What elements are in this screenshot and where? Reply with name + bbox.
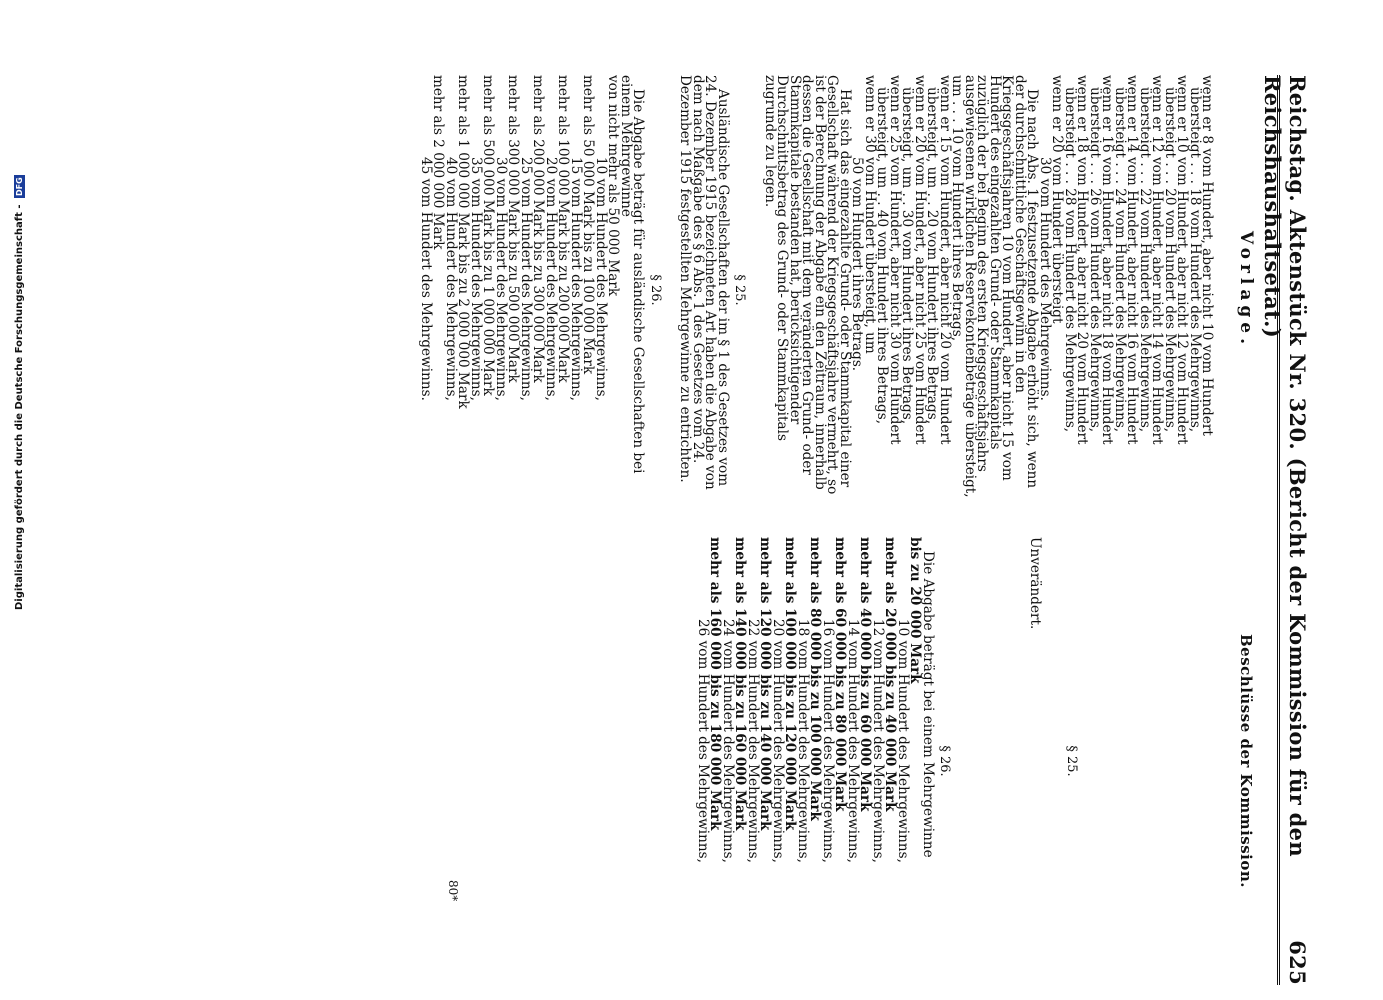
text-line: wenn er 16 vom Hundert, aber nicht 18 vom Hundert <box>1099 75 1116 445</box>
text-line: 26 vom Hundert des Mehrgewinns, <box>695 619 711 863</box>
text-line: übersteigt . . . 28 vom Hundert des Mehrgewinns, <box>1062 87 1078 433</box>
text-line: 18 vom Hundert des Mehrgewinns, <box>795 619 811 863</box>
section-25-right: § 25. <box>1064 745 1080 777</box>
text-line: wenn er 8 vom Hundert, aber nicht 10 vom Hundert <box>1199 75 1216 436</box>
text-line: 15 vom Hundert des Mehrgewinns, <box>568 157 584 401</box>
text-line: bis zu 20 000 Mark <box>907 537 924 684</box>
dfg-logo: DFG <box>15 177 24 196</box>
text-line: von nicht mehr als 50 000 Mark <box>605 75 622 297</box>
lines-a <box>1039 75 1214 505</box>
text-line: 20 vom Hundert des Mehrgewinns, <box>770 619 786 863</box>
text-line: wenn er 12 vom Hundert, aber nicht 14 vom Hundert <box>1149 75 1166 445</box>
paragraph-d: Hat sich das eingezahlte Grund- oder Stammkapital einer Gesellschaft während der Kriegsgeschäftsjahre vermehrt, so ist der Berechnung der Abgabe ein den Zeitraum, innerhalb dessen die Gesellschaft mit dem veränderten Grund- oder Stammkapitale bestanden hat, berücksichtigender Durchschnittsbetrag des Grund- oder Stammkapitals zugrunde zu legen. <box>762 75 853 495</box>
text-line: mehr als 200 000 Mark bis zu 300 000 Mark <box>530 75 547 383</box>
text-line: 10 vom Hundert des Mehrgewinns, <box>895 619 911 863</box>
text-line: wenn er 20 vom Hundert übersteigt <box>1049 75 1066 324</box>
spacer <box>1096 537 1214 985</box>
text-line: 20 vom Hundert des Mehrgewinns, <box>543 157 559 401</box>
text-line: übersteigt, um . . 20 vom Hundert ihres Betrags, <box>924 87 941 425</box>
text-line: 10 vom Hundert des Mehrgewinns, <box>593 157 609 401</box>
text-line: übersteigt . . . 20 vom Hundert des Mehrgewinns, <box>1162 87 1178 433</box>
paragraph-b: Die nach Abs. 1 festzusetzende Abgabe erhöht sich, wenn der durchschnittliche Geschäftsgewinn in den Kriegsgeschäftsjahren 10 vom Hundert, aber nicht 15 vom Hundert des eingezahlten Grund- oder Stammkapitals zuzüglich der bei Beginn des ersten Kriegsgeschäftsjahrs ausgewiesenen wirklichen Reservekontenbeträge übersteigt, um . . . 10 vom Hundert ihres Betrags, <box>949 75 1041 498</box>
footer-page-number: 80* <box>446 880 460 902</box>
text-line: mehr als 100 000 Mark bis zu 200 000 Mark <box>555 75 572 383</box>
text-line: übersteigt, um . . 30 vom Hundert ihres Betrags, <box>899 87 916 425</box>
text-line: 30 vom Hundert des Mehrgewinns. <box>1037 157 1053 401</box>
rates-right <box>697 537 922 985</box>
text-line: 14 vom Hundert des Mehrgewinns, <box>845 619 861 863</box>
text-line: mehr als 60 000 bis zu 80 000 Mark <box>832 537 849 812</box>
text-line: übersteigt, um . . 40 vom Hundert ihres Betrags, <box>874 87 891 425</box>
text-line: mehr als 40 000 bis zu 60 000 Mark <box>857 537 874 812</box>
text-line: wenn er 25 vom Hundert, aber nicht 30 vom Hundert <box>887 75 903 445</box>
text-line: 12 vom Hundert des Mehrgewinns, <box>870 619 886 863</box>
section-26-right: § 26. <box>937 745 953 777</box>
text-line: 22 vom Hundert des Mehrgewinns, <box>745 619 761 863</box>
text-line: 25 vom Hundert des Mehrgewinns, <box>518 157 534 401</box>
text-line: wenn er 18 vom Hundert, aber nicht 20 vom Hundert <box>1074 75 1091 445</box>
section-25-text: Ausländische Gesellschaften der im § 1 des Gesetzes vom 24. Dezember 1915 bezeichneten Art haben die Abgabe von dem nach Maßgabe des § 6 Abs. 1 des Gesetzes vom 24. Dezember 1915 festgestellten Mehrgewinne zu entrichten. <box>677 75 731 490</box>
text-line: mehr als 300 000 Mark bis zu 500 000 Mark <box>505 75 522 383</box>
section-26-intro-right: Die Abgabe beträgt bei einem Mehrgewinne <box>920 551 936 858</box>
section-25-left: § 25. <box>732 274 748 306</box>
lines-c <box>851 75 951 505</box>
text-line: mehr als 100 000 bis zu 120 000 Mark <box>782 537 799 831</box>
spacer <box>969 537 1029 985</box>
text-line: 50 vom Hundert ihres Betrags. <box>849 157 866 372</box>
section-26-intro-left: Die Abgabe beträgt für ausländische Gesellschaften bei einem Mehrgewinne <box>618 75 647 474</box>
text-line: 30 vom Hundert des Mehrgewinns, <box>493 157 509 401</box>
page-header <box>1260 75 1314 985</box>
text-line: 24 vom Hundert des Mehrgewinns, <box>720 619 736 863</box>
text-line: mehr als 1 000 000 Mark bis zu 2 000 000 Mark <box>455 75 472 409</box>
text-line: mehr als 20 000 bis zu 40 000 Mark <box>882 537 899 812</box>
header-title: Reichstag. Aktenstück Nr. 320. (Bericht der Kommission für den Reichshaushaltsetat.) <box>1260 75 1310 857</box>
column-title-right: Beschlüsse der Kommission. <box>1237 634 1255 888</box>
section-26-left: § 26. <box>648 274 663 306</box>
text-line: wenn er 20 vom Hundert, aber nicht 25 vom Hundert <box>912 75 928 445</box>
text-line: mehr als 140 000 bis zu 160 000 Mark <box>732 537 749 831</box>
text-line: übersteigt . . . 24 vom Hundert des Mehrgewinns, <box>1112 87 1128 433</box>
text-line: mehr als 500 000 Mark bis zu 1 000 000 Mark <box>480 75 497 396</box>
digitization-notice <box>14 177 30 610</box>
column-title-left: Vorlage. <box>1236 230 1256 350</box>
text-line: 45 vom Hundert des Mehrgewinns. <box>418 157 434 401</box>
header-rule <box>1277 75 1280 985</box>
page-number: 625 <box>1285 940 1310 985</box>
text-line: mehr als 50 000 Mark bis zu 100 000 Mark <box>580 75 597 375</box>
text-line: wenn er 10 vom Hundert, aber nicht 12 vom Hundert <box>1174 75 1191 445</box>
text-line: mehr als 2 000 000 Mark <box>430 75 447 250</box>
unchanged-note: Unverändert. <box>1027 537 1043 630</box>
text-line: wenn er 15 vom Hundert, aber nicht 20 vom Hundert <box>937 75 953 445</box>
rotated-page <box>114 75 1314 985</box>
text-line: 16 vom Hundert des Mehrgewinns, <box>820 619 836 863</box>
text-line: 40 vom Hundert des Mehrgewinns, <box>443 157 459 401</box>
text-line: übersteigt . . . 22 vom Hundert des Mehrgewinns, <box>1137 87 1153 433</box>
text-line: mehr als 80 000 bis zu 100 000 Mark <box>807 537 824 821</box>
text-line: übersteigt . . . 26 vom Hundert des Mehrgewinns, <box>1087 87 1103 433</box>
text-line: mehr als 160 000 bis zu 180 000 Mark <box>707 537 724 831</box>
rates-left <box>420 75 620 505</box>
text-line: wenn er 30 vom Hundert übersteigt, um <box>862 75 878 354</box>
text-line: mehr als 120 000 bis zu 140 000 Mark <box>757 537 774 831</box>
digitization-text: Digitalisierung gefördert durch die Deutsche Forschungsgemeinschaft - <box>14 204 25 610</box>
text-line: übersteigt . . . 18 vom Hundert des Mehrgewinns, <box>1187 87 1203 433</box>
column-beschluesse <box>697 537 1253 985</box>
text-line: 35 vom Hundert des Mehrgewinns, <box>468 157 484 401</box>
text-line: wenn er 14 vom Hundert, aber nicht 16 vom Hundert <box>1124 75 1141 445</box>
column-vorlage <box>418 75 1256 505</box>
